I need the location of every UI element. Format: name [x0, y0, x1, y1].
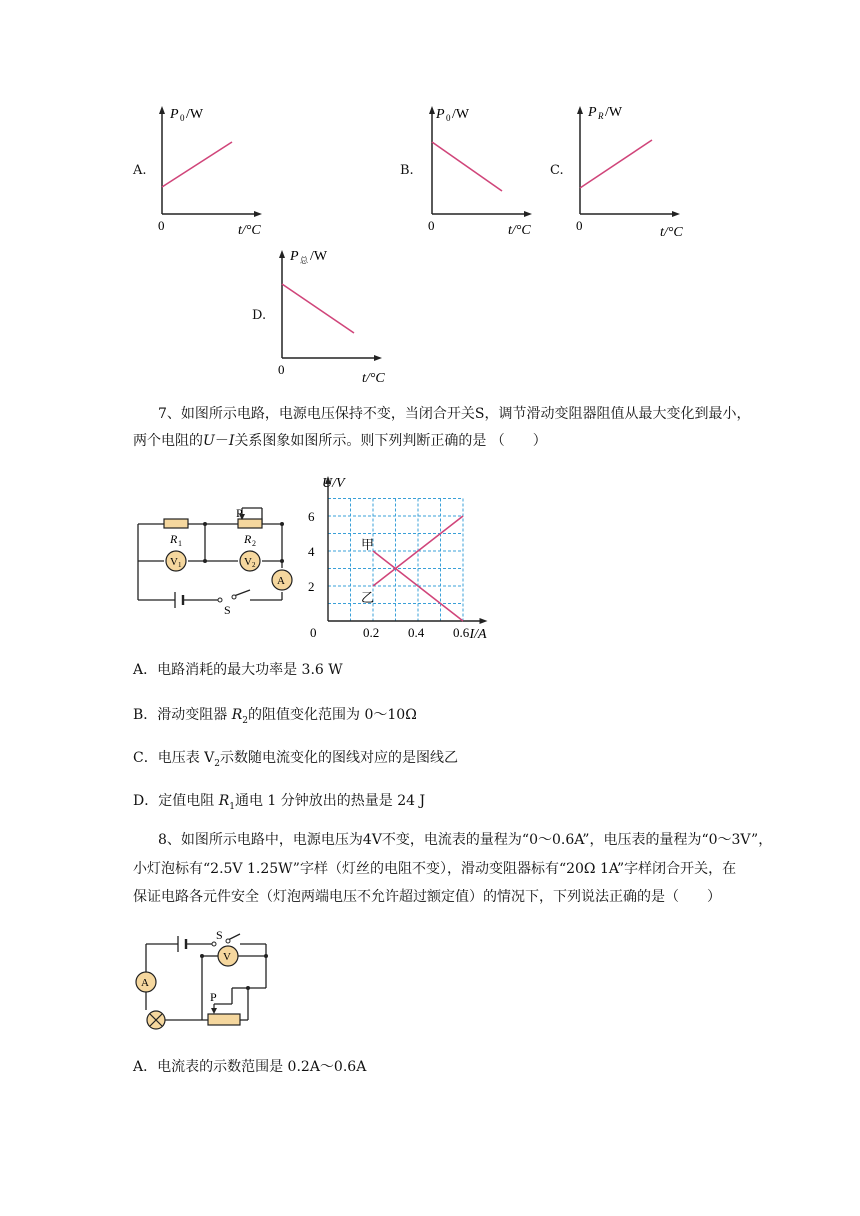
- series-label-yi: 乙: [361, 591, 375, 606]
- q7-option-d-sub: 1: [229, 801, 235, 812]
- q8-circuit-p: P: [210, 990, 217, 1004]
- option-c-origin: 0: [576, 218, 583, 233]
- q7-circuit-r2-sub: 2: [252, 539, 256, 548]
- option-c-ylabel-unit: /W: [605, 105, 623, 120]
- q7-option-b: [133, 700, 417, 736]
- series-label-jia: 甲: [361, 538, 375, 553]
- option-c-ylabel: P: [588, 105, 597, 120]
- q8-circuit-diagram: [128, 928, 278, 1036]
- option-d-ylabel: P: [290, 249, 299, 264]
- option-d-ylabel-unit: /W: [310, 249, 328, 264]
- option-a-origin: 0: [158, 218, 165, 233]
- option-b-ylabel-unit: /W: [452, 107, 470, 122]
- option-a-xlabel: t/°C: [238, 223, 261, 238]
- q7-option-b-a: B．滑动变阻器: [133, 707, 232, 723]
- x-tick-label: 0.2: [363, 625, 380, 640]
- chart-labels: [308, 476, 487, 642]
- q7-stem-line1: 7、如图所示电路，电源电压保持不变，当闭合开关S，调节滑动变阻器阻值从最大变化到最小，: [158, 406, 751, 422]
- q7-circuit-v2: V: [244, 556, 252, 568]
- q7-option-d-r: R: [218, 793, 230, 809]
- option-c-ylabel-sub: R: [598, 111, 604, 121]
- option-b-letter: B.: [400, 163, 414, 178]
- option-c-graph: [568, 100, 698, 240]
- chart-grid: [328, 499, 463, 622]
- q7-circuit-v1-sub: 1: [178, 561, 182, 569]
- y-tick-label: 6: [308, 509, 315, 524]
- option-d-letter: D.: [252, 308, 267, 323]
- option-d-ylabel-sub: 总: [300, 256, 308, 265]
- q7-stem-line2: [133, 430, 547, 452]
- option-d-xlabel: t/°C: [362, 371, 385, 386]
- q7-option-a: A．电路消耗的最大功率是 3.6 W: [133, 662, 343, 678]
- option-b-ylabel-sub: 0: [446, 113, 451, 123]
- q8-stem-line3: 保证电路各元件安全（灯泡两端电压不允许超过额定值）的情况下，下列说法正确的是（ ）: [133, 889, 721, 905]
- q8-circuit-voltmeter: V: [223, 951, 231, 963]
- q7-circuit-r1: R: [170, 532, 178, 546]
- q8-circuit-ammeter: A: [141, 977, 149, 989]
- q7-option-b-sub: 2: [242, 715, 249, 726]
- option-b-xlabel: t/°C: [508, 223, 531, 238]
- option-a-letter: A.: [133, 163, 147, 178]
- q8-option-a: A．电流表的示数范围是 0.2A～0.6A: [133, 1059, 367, 1075]
- q8-stem-line2: 小灯泡标有“2.5V 1.25W”字样（灯丝的电阻不变），滑动变阻器标有“20Ω 1A”字样闭合开关，在: [133, 861, 737, 877]
- option-b-graph: [420, 100, 550, 240]
- x-axis-arrow: [480, 618, 488, 624]
- q7-stem-line2-a: 两个电阻的: [133, 433, 203, 449]
- q7-circuit-r2: R: [244, 532, 252, 546]
- q7-ui-chart: [300, 475, 487, 642]
- q8-stem-line1: 8、如图所示电路中，电源电压为4V不变，电流表的量程为“0～0.6A”，电压表的量程为“0～3V”，: [158, 832, 773, 848]
- option-a-ylabel-sub: 0: [180, 113, 185, 123]
- q7-circuit-v1: V: [170, 556, 178, 568]
- q7-circuit-switch: S: [224, 603, 231, 617]
- q7-circuit-diagram: [130, 500, 300, 620]
- option-b-ylabel: P: [436, 107, 445, 122]
- q7-option-b-r: R: [231, 707, 243, 723]
- q7-circuit-p: P: [236, 506, 243, 520]
- q7-option-d-b: 通电 1 分钟放出的热量是 24 J: [234, 793, 426, 809]
- y-tick-label: 2: [308, 579, 315, 594]
- q7-option-d: [133, 786, 425, 822]
- option-d-origin: 0: [278, 362, 285, 377]
- x-tick-label: 0.4: [408, 625, 425, 640]
- q7-option-c-a: C．电压表 V: [133, 750, 215, 766]
- option-d-graph: [270, 244, 400, 388]
- q7-option-c-b: 示数随电流变化的图线对应的是图线乙: [220, 750, 459, 766]
- option-a-graph: [150, 100, 280, 240]
- q7-stem-i: I: [228, 433, 235, 449]
- q7-stem-line2-b: 关系图象如图所示。则下列判断正确的是 （ ）: [234, 433, 547, 449]
- q7-circuit-ammeter: A: [277, 575, 285, 587]
- y-axis-label: U/V: [322, 476, 345, 491]
- option-c-xlabel: t/°C: [660, 225, 683, 240]
- q7-stem-u: U: [203, 433, 215, 449]
- y-tick-label: 4: [308, 544, 315, 559]
- q7-option-c-sub: 2: [214, 758, 221, 769]
- option-c-letter: C.: [550, 163, 564, 178]
- q8-circuit-switch: S: [216, 928, 223, 942]
- q7-circuit-r1-sub: 1: [178, 539, 182, 548]
- q7-option-c: [133, 743, 458, 779]
- x-tick-label: 0.6: [453, 625, 470, 640]
- q7-stem-dash: －: [214, 433, 229, 449]
- q7-option-d-a: D．定值电阻: [133, 793, 219, 809]
- option-a-ylabel: P: [170, 107, 179, 122]
- option-a-ylabel-unit: /W: [186, 107, 204, 122]
- q7-option-b-b: 的阻值变化范围为 0～10Ω: [248, 707, 417, 723]
- x-tick-label: 0: [310, 625, 317, 640]
- x-axis-label: I/A: [469, 627, 487, 642]
- option-b-origin: 0: [428, 218, 435, 233]
- q7-circuit-v2-sub: 2: [252, 561, 256, 569]
